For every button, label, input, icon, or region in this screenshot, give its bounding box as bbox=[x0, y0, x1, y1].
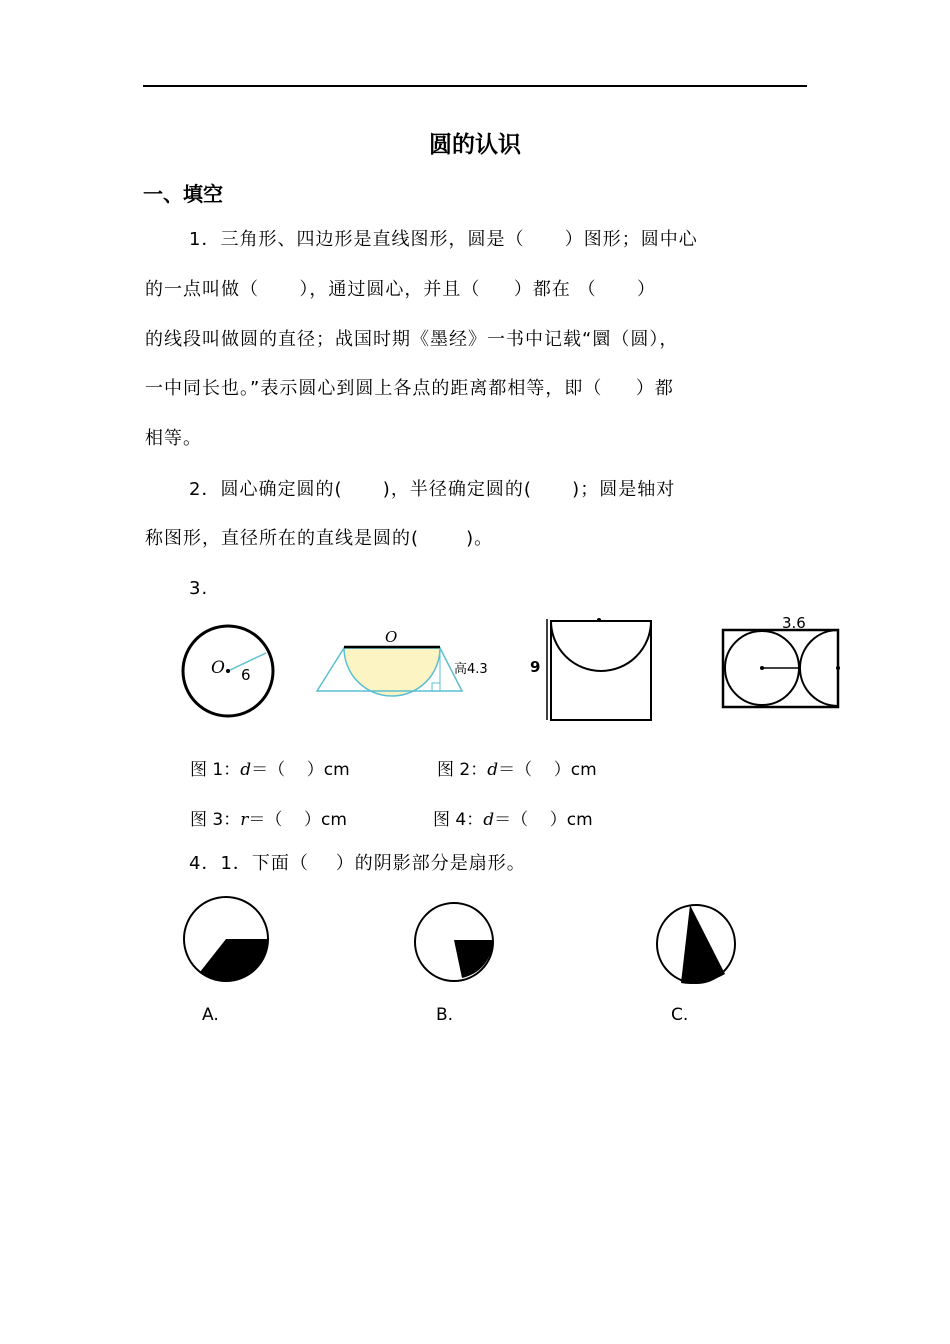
q3-answer-3: 图 3：r＝（ ）cm bbox=[190, 810, 347, 830]
section-heading: 一、填空 bbox=[143, 182, 223, 206]
option-c-label: C. bbox=[671, 1005, 689, 1025]
q1-line-2: 的一点叫做（ ），通过圆心，并且（ ）都在 （ ） bbox=[145, 279, 656, 300]
figure-1-circle bbox=[178, 622, 278, 722]
option-c-figure bbox=[654, 901, 742, 989]
q1-line-5: 相等。 bbox=[145, 428, 202, 449]
figure-4-rectangle bbox=[720, 612, 845, 712]
option-a-figure bbox=[180, 895, 272, 985]
q1-line-4: 一中同长也。”表示圆心到圆上各点的距离都相等，即（ ）都 bbox=[145, 378, 674, 399]
figure-3-side-label: 9 bbox=[530, 658, 541, 676]
q3-number: 3. bbox=[189, 578, 209, 599]
option-b-label: B. bbox=[436, 1005, 454, 1025]
option-a-label: A. bbox=[202, 1005, 219, 1025]
q2-line-1: 2．圆心确定圆的( )，半径确定圆的( )；圆是轴对 bbox=[189, 479, 676, 500]
top-rule bbox=[143, 85, 807, 87]
figure-1-radius-label: 6 bbox=[241, 666, 251, 684]
q1-line-3: 的线段叫做圆的直径；战国时期《墨经》一书中记载“圜（圆）， bbox=[145, 329, 679, 350]
q3-answer-1: 图 1：d＝（ ）cm bbox=[190, 760, 350, 780]
q3-answer-2: 图 2：d＝（ ）cm bbox=[437, 760, 597, 780]
figure-2-trapezoid bbox=[312, 628, 502, 698]
figure-2-center-label: O bbox=[385, 628, 398, 646]
figure-4-length-label: 3.6 bbox=[782, 614, 806, 632]
q1-line-1: 1．三角形、四边形是直线图形，圆是（ ）图形；圆中心 bbox=[189, 229, 698, 250]
option-b-figure bbox=[412, 898, 500, 988]
q3-answer-4: 图 4：d＝（ ）cm bbox=[433, 810, 593, 830]
q4-text: 4．1．下面（ ）的阴影部分是扇形。 bbox=[189, 853, 526, 874]
figure-3-square bbox=[525, 615, 660, 725]
figure-2-height-label: 高4.3 bbox=[454, 662, 488, 677]
page-title: 圆的认识 bbox=[429, 131, 521, 158]
figure-1-center-label: O bbox=[211, 658, 225, 678]
q2-line-2: 称图形，直径所在的直线是圆的( )。 bbox=[145, 528, 494, 549]
